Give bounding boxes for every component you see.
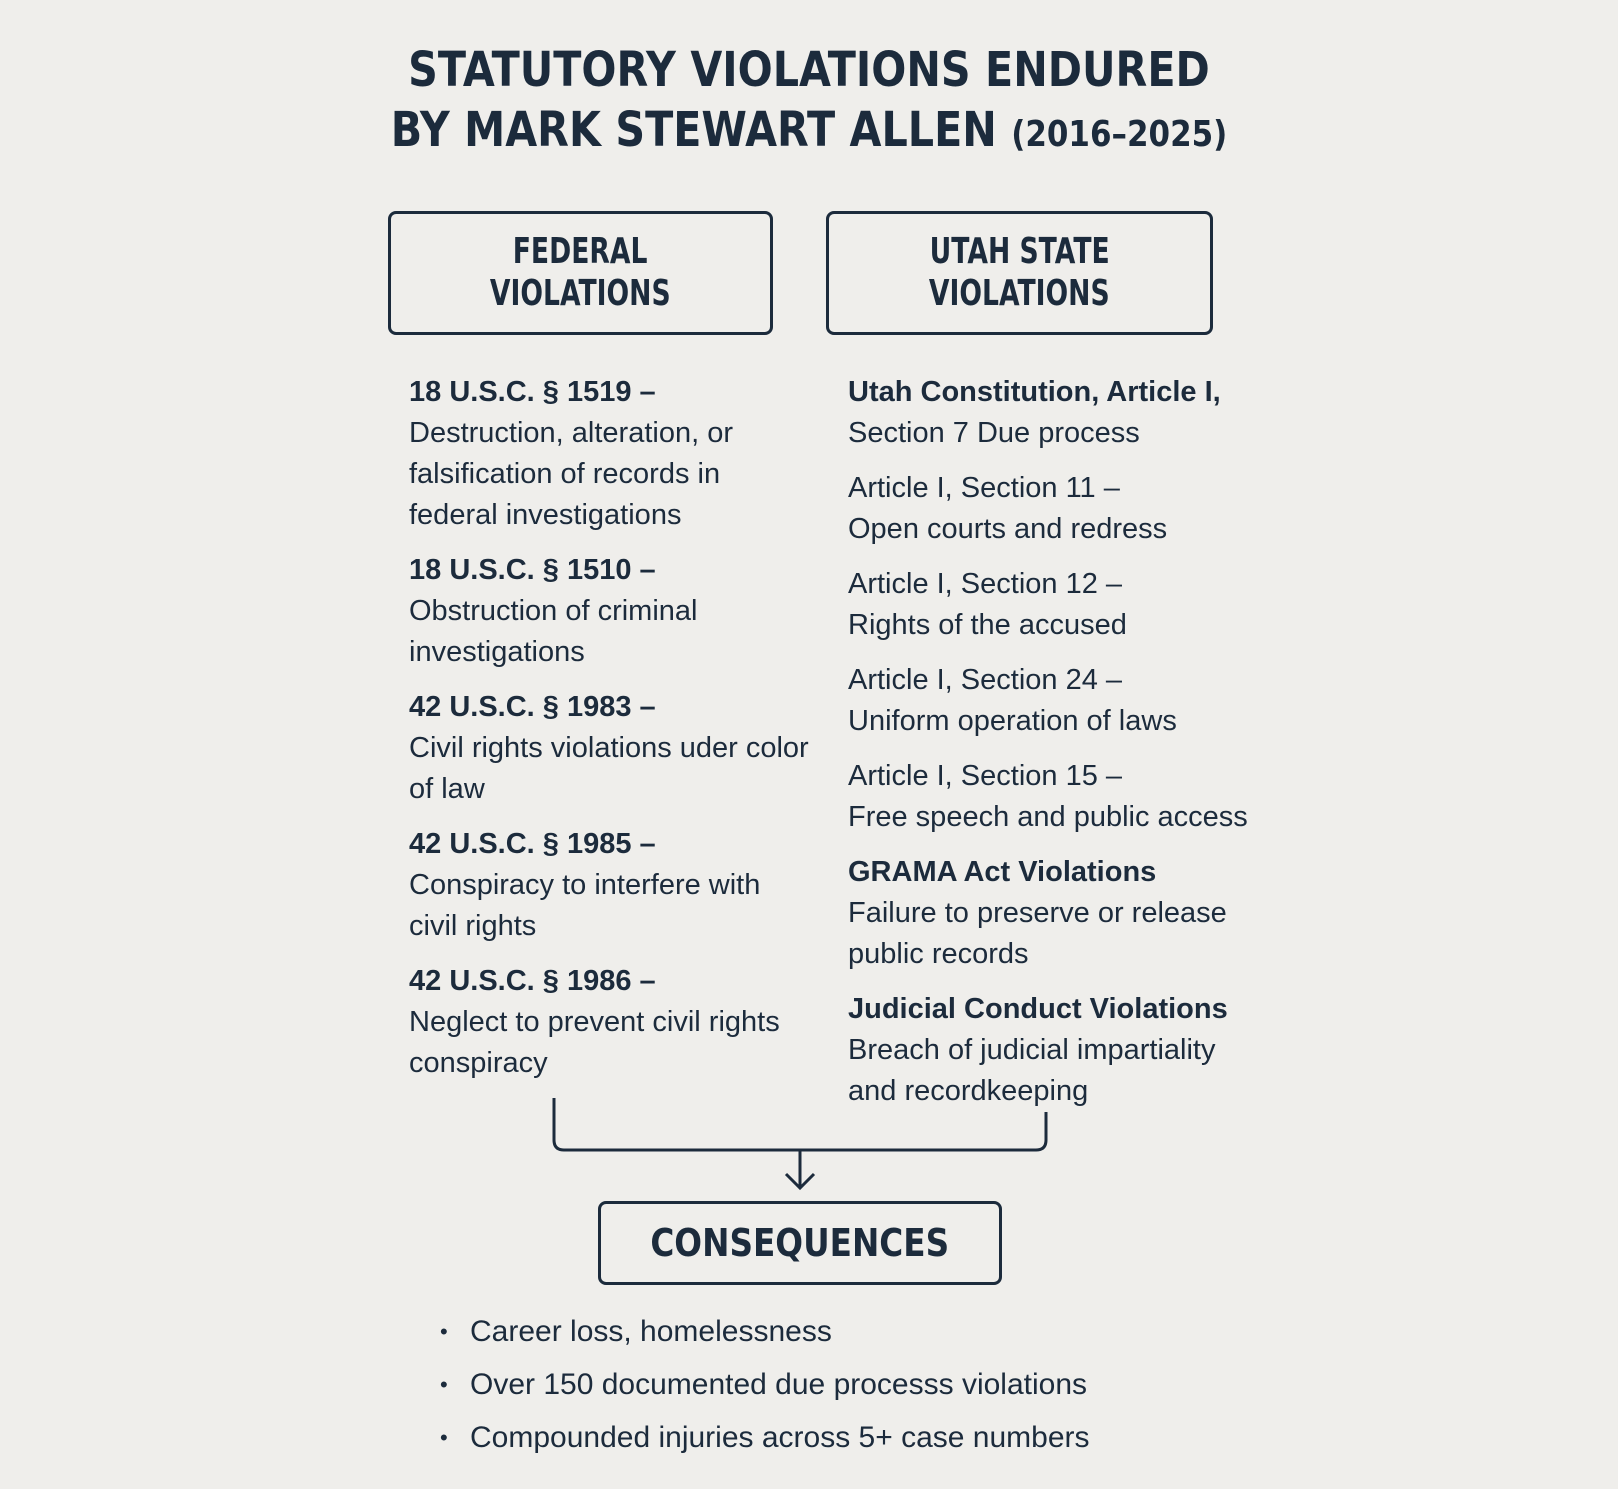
- provision-description: Uniform operation of laws: [848, 705, 1177, 737]
- provision-code: Judicial Conduct Violations: [848, 993, 1228, 1025]
- provision-code: Article I, Section 15 –: [848, 760, 1123, 792]
- provision-description: Section 7 Due process: [848, 417, 1140, 449]
- consequences-header: [598, 1201, 1002, 1285]
- utah-header-line-2: VIOLATIONS: [929, 273, 1110, 314]
- consequences-label: CONSEQUENCES: [650, 1221, 950, 1265]
- provision-description: Open courts and redress: [848, 513, 1168, 545]
- provision-code: Article I, Section 12 –: [848, 568, 1123, 600]
- merge-bracket: [554, 1098, 1046, 1150]
- statute-description: Civil rights violations uder color of law: [409, 732, 809, 805]
- statute-code: 18 U.S.C. § 1510 –: [409, 554, 656, 586]
- provision-description: Rights of the accused: [848, 609, 1127, 641]
- statute-code: 42 U.S.C. § 1986 –: [409, 965, 656, 997]
- provision-description: Failure to preserve or release public records: [848, 897, 1227, 970]
- provision-code: Utah Constitution, Article I,: [848, 376, 1221, 408]
- consequence-item: • Compounded injuries across 5+ case numbers: [440, 1411, 1090, 1464]
- statute-description: Conspiracy to interfere with civil rights: [409, 869, 761, 942]
- provision-code: GRAMA Act Violations: [848, 856, 1157, 888]
- title-name: BY MARK STEWART ALLEN: [390, 102, 997, 158]
- provision-code: Article I, Section 11 –: [848, 472, 1120, 504]
- statute-description: Obstruction of criminal investigations: [409, 595, 698, 668]
- provision-code: Article I, Section 24 –: [848, 664, 1123, 696]
- statute-code: 42 U.S.C. § 1983 –: [409, 691, 656, 723]
- provision-description: Breach of judicial impartiality and recordkeeping: [848, 1034, 1216, 1107]
- title-line-1: STATUTORY VIOLATIONS ENDURED: [408, 42, 1210, 98]
- federal-header-line-1: FEDERAL: [513, 231, 648, 272]
- consequence-item: • Career loss, homelessness: [440, 1305, 1090, 1358]
- statute-code: 42 U.S.C. § 1985 –: [409, 828, 656, 860]
- federal-header-line-2: VIOLATIONS: [490, 273, 671, 314]
- statute-description: Neglect to prevent civil rights conspiracy: [409, 1006, 780, 1079]
- utah-header-line-1: UTAH STATE: [929, 231, 1110, 272]
- provision-description: Free speech and public access: [848, 801, 1248, 833]
- consequence-item: • Over 150 documented due processs violations: [440, 1358, 1090, 1411]
- consequences-list: [440, 1305, 1090, 1464]
- statute-description: Destruction, alteration, or falsification of records in federal investigations: [409, 417, 733, 531]
- title-years: (2016–2025): [1011, 114, 1228, 155]
- statute-code: 18 U.S.C. § 1519 –: [409, 376, 656, 408]
